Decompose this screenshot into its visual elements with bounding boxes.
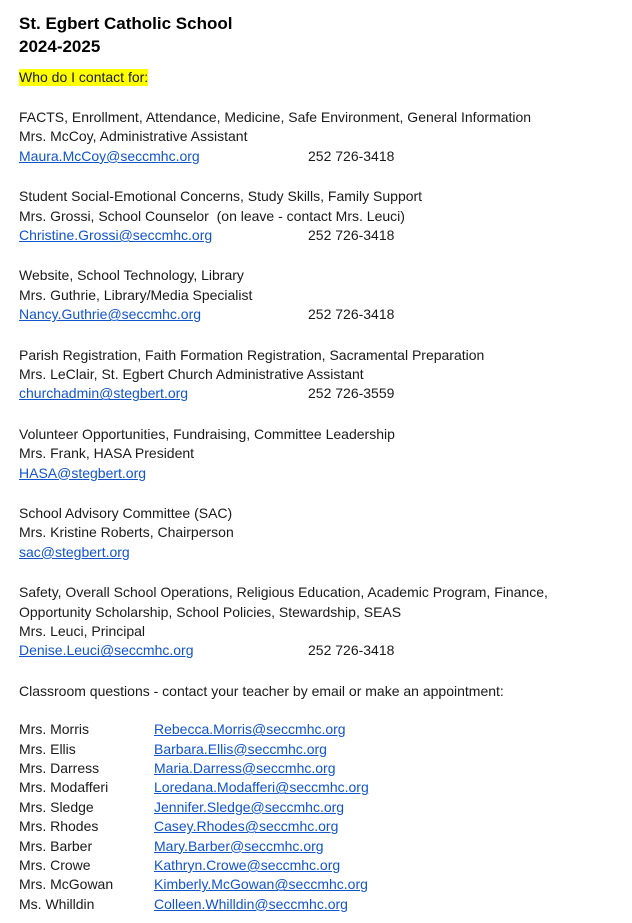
contact-person: Mrs. Kristine Roberts, Chairperson [19,524,234,541]
contact-topic: Parish Registration, Faith Formation Registration, Sacramental Preparation [19,346,485,363]
contact-email-link[interactable]: Denise.Leuci@seccmhc.org [19,642,194,659]
teacher-list [19,720,619,914]
contact-block-principal [19,583,619,661]
contact-person: Mrs. McCoy, Administrative Assistant [19,128,248,145]
contact-email-link[interactable]: HASA@stegbert.org [19,464,147,481]
teacher-name: Mrs. Darress [19,760,100,777]
teacher-email-link[interactable]: Maria.Darress@seccmhc.org [154,760,336,777]
teacher-name: Mrs. Ellis [19,740,76,757]
teacher-name: Mrs. Sledge [19,798,94,815]
contact-person: Mrs. Leuci, Principal [19,623,146,640]
classroom-note [19,682,619,701]
teacher-name: Mrs. Crowe [19,856,91,873]
teacher-row [19,798,619,817]
teacher-row [19,720,619,739]
school-name: St. Egbert Catholic School [19,14,233,33]
teacher-email-link[interactable]: Mary.Barber@seccmhc.org [154,837,324,854]
teacher-name: Mrs. McGowan [19,876,114,893]
contact-email-link[interactable]: Nancy.Guthrie@seccmhc.org [19,306,202,323]
teacher-email-link[interactable]: Jennifer.Sledge@seccmhc.org [154,798,345,815]
classroom-note-text: Classroom questions - contact your teacher by email or make an appointment: [19,682,504,699]
contact-phone: 252 726-3418 [308,147,395,164]
contact-topic: Volunteer Opportunities, Fundraising, Committee Leadership [19,425,395,442]
teacher-row [19,778,619,797]
contact-topic: Website, School Technology, Library [19,267,244,284]
teacher-row [19,875,619,894]
teacher-row [19,837,619,856]
contact-phone: 252 726-3418 [308,227,395,244]
contact-topic: School Advisory Committee (SAC) [19,505,233,522]
teacher-email-link[interactable]: Rebecca.Morris@seccmhc.org [154,721,346,738]
teacher-email-link[interactable]: Barbara.Ellis@seccmhc.org [154,740,327,757]
contact-person: Mrs. Frank, HASA President [19,445,195,462]
contact-block-parish [19,346,619,404]
teacher-name: Mrs. Modafferi [19,779,109,796]
teacher-name: Ms. Whilldin [19,895,95,912]
contact-block-sac [19,504,619,562]
teacher-name: Mrs. Barber [19,837,93,854]
contact-email-link[interactable]: Maura.McCoy@seccmhc.org [19,147,200,164]
contact-block-hasa [19,425,619,483]
teacher-email-link[interactable]: Colleen.Whilldin@seccmhc.org [154,895,348,912]
teacher-row [19,740,619,759]
teacher-row [19,895,619,914]
intro-heading: Who do I contact for: [19,69,149,85]
teacher-email-link[interactable]: Loredana.Modafferi@seccmhc.org [154,779,369,796]
contact-topic: Safety, Overall School Operations, Religious Education, Academic Program, Finance, Opportunity Scholarship, School Policies, Stewardship, SEAS [19,584,548,620]
teacher-email-link[interactable]: Kimberly.McGowan@seccmhc.org [154,876,368,893]
contact-block-counselor [19,187,619,245]
teacher-row [19,759,619,778]
teacher-email-link[interactable]: Kathryn.Crowe@seccmhc.org [154,856,341,873]
contact-person: Mrs. Guthrie, Library/Media Specialist [19,286,253,303]
contact-topic: Student Social-Emotional Concerns, Study Skills, Family Support [19,188,423,205]
contact-phone: 252 726-3559 [308,385,395,402]
contact-phone: 252 726-3418 [308,306,395,323]
contact-person: Mrs. LeClair, St. Egbert Church Administrative Assistant [19,366,364,383]
contact-person: Mrs. Grossi, School Counselor (on leave - contact Mrs. Leuci) [19,207,405,224]
contact-block-library [19,266,619,324]
school-year: 2024-2025 [19,37,101,56]
contact-phone: 252 726-3418 [308,642,395,659]
teacher-name: Mrs. Rhodes [19,818,99,835]
contact-topic: FACTS, Enrollment, Attendance, Medicine, Safe Environment, General Information [19,109,532,125]
teacher-row [19,817,619,836]
teacher-row [19,856,619,875]
teacher-email-link[interactable]: Casey.Rhodes@seccmhc.org [154,818,339,835]
teacher-name: Mrs. Morris [19,721,89,738]
contact-block-office [19,108,619,166]
contact-email-link[interactable]: churchadmin@stegbert.org [19,385,189,402]
contact-email-link[interactable]: Christine.Grossi@seccmhc.org [19,227,213,244]
contact-email-link[interactable]: sac@stegbert.org [19,543,130,560]
